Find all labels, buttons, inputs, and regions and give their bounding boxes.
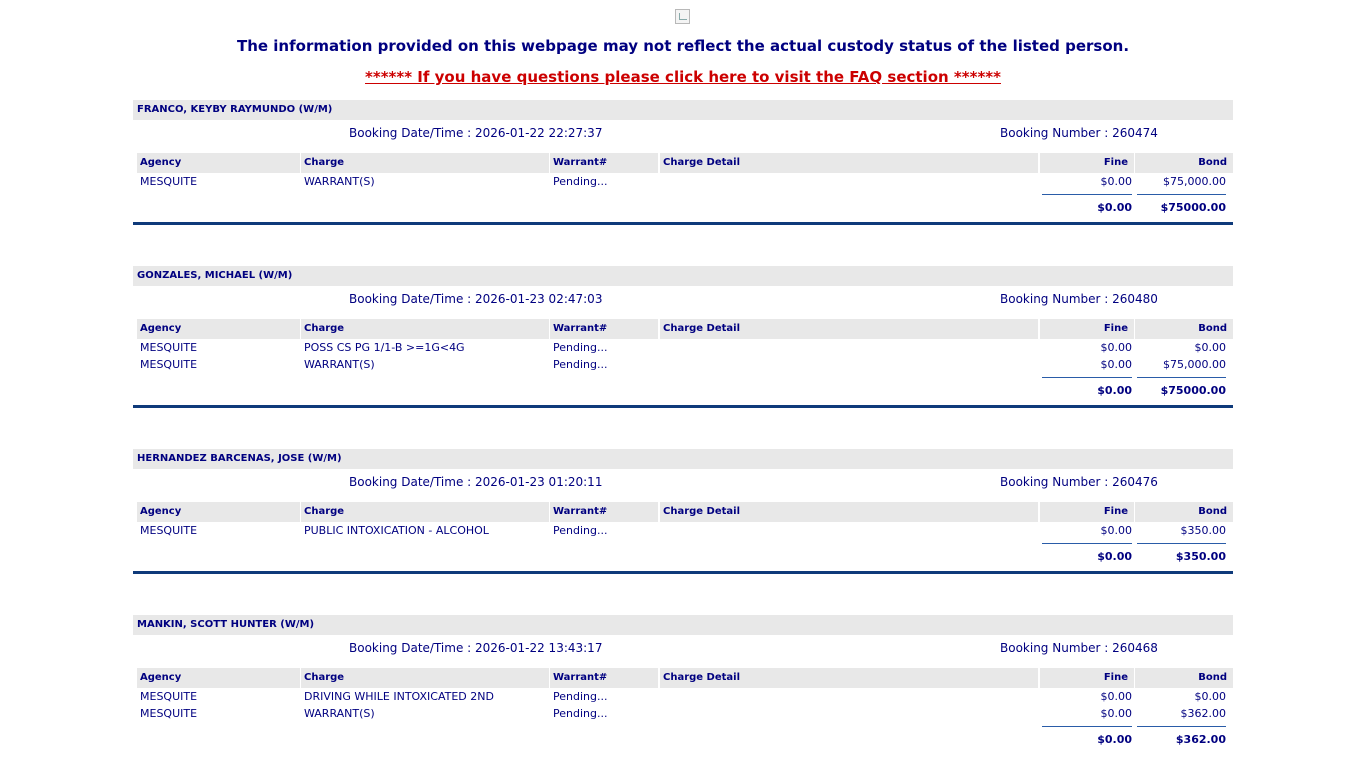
faq-banner — [0, 68, 1366, 86]
column-header-warrant: Warrant# — [550, 153, 658, 173]
column-header-bond: Bond — [1135, 502, 1233, 522]
column-header-fine: Fine — [1040, 502, 1134, 522]
charge-description: WARRANT(S) — [304, 358, 375, 371]
inmate-name: MANKIN, SCOTT HUNTER (W/M) — [133, 615, 1233, 635]
charges-table-header — [133, 319, 1233, 339]
charge-fine: $0.00 — [1100, 341, 1132, 354]
booking-info — [133, 120, 1233, 153]
charge-fine: $0.00 — [1100, 707, 1132, 720]
total-bond: $75000.00 — [1160, 384, 1226, 397]
total-bond: $350.00 — [1175, 550, 1226, 563]
column-header-agency: Agency — [137, 668, 300, 688]
column-header-charge: Charge — [301, 319, 549, 339]
charges-table-header — [133, 668, 1233, 688]
charge-description: WARRANT(S) — [304, 175, 375, 188]
charge-row — [133, 522, 1233, 539]
charge-warrant: Pending... — [553, 707, 608, 720]
charge-warrant: Pending... — [553, 175, 608, 188]
charges-totals — [133, 722, 1233, 754]
inmate-record — [133, 100, 1233, 225]
charges-totals — [133, 373, 1233, 405]
column-header-charge: Charge — [301, 502, 549, 522]
charge-bond: $0.00 — [1194, 690, 1226, 703]
total-bond: $362.00 — [1175, 733, 1226, 746]
charge-bond: $75,000.00 — [1163, 175, 1226, 188]
booking-info — [133, 469, 1233, 502]
booking-number: Booking Number : 260480 — [1000, 292, 1158, 306]
charge-row — [133, 339, 1233, 356]
column-header-charge-detail: Charge Detail — [660, 153, 1038, 173]
charge-agency: MESQUITE — [140, 707, 198, 720]
charge-warrant: Pending... — [553, 524, 608, 537]
column-header-charge-detail: Charge Detail — [660, 668, 1038, 688]
total-bond: $75000.00 — [1160, 201, 1226, 214]
total-fine: $0.00 — [1097, 733, 1132, 746]
column-header-warrant: Warrant# — [550, 502, 658, 522]
charges-totals — [133, 539, 1233, 571]
record-separator — [133, 405, 1233, 408]
charge-row — [133, 688, 1233, 705]
total-fine: $0.00 — [1097, 201, 1132, 214]
booking-info — [133, 286, 1233, 319]
charge-description: PUBLIC INTOXICATION - ALCOHOL — [304, 524, 489, 537]
column-header-agency: Agency — [137, 319, 300, 339]
charge-fine: $0.00 — [1100, 175, 1132, 188]
column-header-charge-detail: Charge Detail — [660, 319, 1038, 339]
charges-table-header — [133, 153, 1233, 173]
booking-number: Booking Number : 260468 — [1000, 641, 1158, 655]
charge-agency: MESQUITE — [140, 341, 198, 354]
booking-info — [133, 635, 1233, 668]
booking-datetime: Booking Date/Time : 2026-01-23 02:47:03 — [349, 292, 603, 306]
column-header-agency: Agency — [137, 153, 300, 173]
charge-bond: $362.00 — [1180, 707, 1226, 720]
booking-number: Booking Number : 260474 — [1000, 126, 1158, 140]
inmate-record — [133, 615, 1233, 754]
column-header-bond: Bond — [1135, 668, 1233, 688]
column-header-bond: Bond — [1135, 319, 1233, 339]
column-header-charge: Charge — [301, 668, 549, 688]
charge-fine: $0.00 — [1100, 358, 1132, 371]
column-header-fine: Fine — [1040, 319, 1134, 339]
inmate-name: GONZALES, MICHAEL (W/M) — [133, 266, 1233, 286]
charges-totals — [133, 190, 1233, 222]
charge-fine: $0.00 — [1100, 524, 1132, 537]
booking-datetime: Booking Date/Time : 2026-01-22 22:27:37 — [349, 126, 603, 140]
booking-number: Booking Number : 260476 — [1000, 475, 1158, 489]
charge-row — [133, 173, 1233, 190]
charge-warrant: Pending... — [553, 358, 608, 371]
faq-link[interactable]: ****** If you have questions please click here to visit the FAQ section ****** — [365, 68, 1001, 86]
booking-datetime: Booking Date/Time : 2026-01-22 13:43:17 — [349, 641, 603, 655]
total-fine: $0.00 — [1097, 384, 1132, 397]
inmate-name: HERNANDEZ BARCENAS, JOSE (W/M) — [133, 449, 1233, 469]
column-header-charge: Charge — [301, 153, 549, 173]
inmate-record — [133, 449, 1233, 574]
column-header-fine: Fine — [1040, 668, 1134, 688]
charge-description: POSS CS PG 1/1-B >=1G<4G — [304, 341, 465, 354]
column-header-fine: Fine — [1040, 153, 1134, 173]
column-header-warrant: Warrant# — [550, 668, 658, 688]
record-separator — [133, 571, 1233, 574]
charge-agency: MESQUITE — [140, 690, 198, 703]
column-header-agency: Agency — [137, 502, 300, 522]
charge-agency: MESQUITE — [140, 358, 198, 371]
charges-table-header — [133, 502, 1233, 522]
charge-row — [133, 356, 1233, 373]
charge-bond: $75,000.00 — [1163, 358, 1226, 371]
charge-warrant: Pending... — [553, 690, 608, 703]
charge-agency: MESQUITE — [140, 175, 198, 188]
charge-bond: $0.00 — [1194, 341, 1226, 354]
charge-fine: $0.00 — [1100, 690, 1132, 703]
total-fine: $0.00 — [1097, 550, 1132, 563]
inmate-name: FRANCO, KEYBY RAYMUNDO (W/M) — [133, 100, 1233, 120]
charge-description: DRIVING WHILE INTOXICATED 2ND — [304, 690, 494, 703]
inmate-record — [133, 266, 1233, 408]
charge-row — [133, 705, 1233, 722]
column-header-warrant: Warrant# — [550, 319, 658, 339]
charge-bond: $350.00 — [1180, 524, 1226, 537]
column-header-charge-detail: Charge Detail — [660, 502, 1038, 522]
charge-agency: MESQUITE — [140, 524, 198, 537]
charge-warrant: Pending... — [553, 341, 608, 354]
record-separator — [133, 222, 1233, 225]
booking-datetime: Booking Date/Time : 2026-01-23 01:20:11 — [349, 475, 603, 489]
site-logo-broken-image — [675, 9, 690, 24]
column-header-bond: Bond — [1135, 153, 1233, 173]
charge-description: WARRANT(S) — [304, 707, 375, 720]
custody-notice: The information provided on this webpage may not reflect the actual custody status of the listed person. — [236, 37, 1130, 55]
